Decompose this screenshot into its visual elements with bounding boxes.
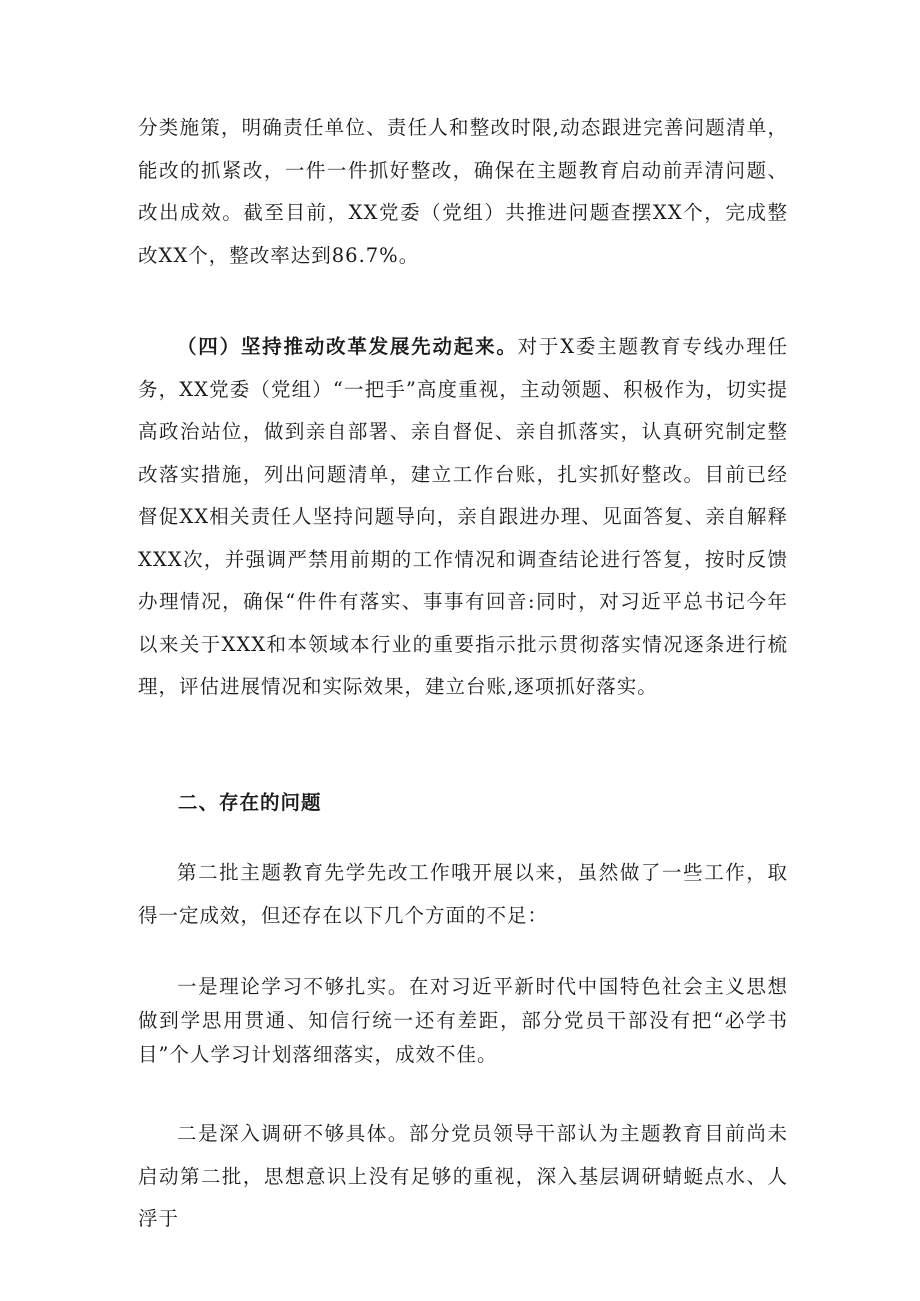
paragraph-theory-study: 一是理论学习不够扎实。在对习近平新时代中国特色社会主义思想做到学思用贯通、知信行统一还有差距，部分党员干部没有把“必学书目”个人学习计划落细落实，成效不佳。 xyxy=(138,975,788,1066)
paragraph-rectification-progress: 分类施策，明确责任单位、责任人和整改时限,动态跟进完善问题清单，能改的抓紧改，一件一件抓好整改，确保在主题教育启动前弄清问题、改出成效。截至目前，XX党委（党组）共推进问题查摆XX个，完成整改XX个，整改率达到86.7%。 xyxy=(138,116,788,267)
section-four-body: 对于X委主题教育专线办理任务，XX党委（党组）“一把手”高度重视，主动领题、积极作为，切实提高政治站位，做到亲自部署、亲自督促、亲自抓落实，认真研究制定整改落实措施，列出问题清单，建立工作台账，扎实抓好整改。目前已经督促XX相关责任人坚持问题导向，亲自跟进办理、见面答复、亲自解释XXX次，并强调严禁用前期的工作情况和调查结论进行答复，按时反馈办理情况，确保“件件有落实、事事有回音:同时，对习近平总书记今年以来关于XXX和本领域本行业的重要指示批示贯彻落实情况逐条进行梳理，评估进展情况和实际效果，建立台账,逐项抓好落实。 xyxy=(138,335,788,698)
section-four-heading: （四）坚持推动改革发展先动起来。 xyxy=(177,335,518,358)
paragraph-problems-intro: 第二批主题教育先学先改工作哦开展以来，虽然做了一些工作，取得一定成效，但还存在以下几个方面的不足： xyxy=(138,861,788,927)
paragraph-section-four xyxy=(138,326,788,709)
paragraph-research: 二是深入调研不够具体。部分党员领导干部认为主题教育目前尚未启动第二批，思想意识上没有足够的重视，深入基层调研蜻蜓点水、人浮于 xyxy=(138,1122,788,1230)
section-heading-problems: 二、存在的问题 xyxy=(178,791,322,814)
